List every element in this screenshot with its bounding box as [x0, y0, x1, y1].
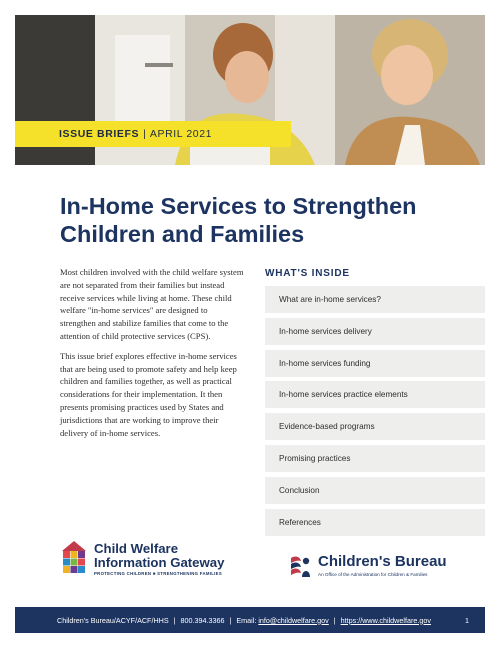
whats-inside-heading: WHAT'S INSIDE: [265, 268, 350, 279]
intro-text: [60, 266, 245, 446]
footer-bar: [15, 607, 485, 633]
banner-kind: ISSUE BRIEFS: [59, 128, 140, 140]
toc-item[interactable]: In-home services practice elements: [265, 381, 485, 408]
title-line-2: Children and Families: [60, 221, 305, 247]
toc-item[interactable]: Evidence-based programs: [265, 413, 485, 440]
toc-item[interactable]: In-home services funding: [265, 350, 485, 377]
cwig-name-line-2: Information Gateway: [94, 555, 225, 570]
cwig-name-line-1: Child Welfare: [94, 541, 179, 556]
childrens-bureau-emblem-icon: [288, 553, 314, 579]
intro-paragraph-1: Most children involved with the child welfare system are not separated from their families but instead receive services while living at home. These child welfare "in-home services" are designed to strengthen and stabilize families that come to the attention of child protective services (CPS).: [60, 267, 244, 341]
table-of-contents: [265, 286, 485, 540]
issue-brief-banner: [15, 121, 291, 147]
cwig-logo[interactable]: [60, 540, 235, 582]
intro-paragraph-2: This issue brief explores effective in-home services that are being used to promote safety and help keep children and families together, as well as practical considerations for their implementation. It then presents promising practices used by States and jurisdictions that are working to improve their delivery of in-home services.: [60, 350, 237, 438]
toc-item[interactable]: Conclusion: [265, 477, 485, 504]
banner-date: APRIL 2021: [149, 128, 213, 140]
toc-item[interactable]: What are in-home services?: [265, 286, 485, 313]
footer-email-link[interactable]: info@childwelfare.gov: [258, 615, 329, 625]
footer-url-link[interactable]: https://www.childwelfare.gov: [340, 615, 431, 625]
footer-separator: |: [333, 615, 336, 625]
page-title: [60, 192, 470, 248]
childrens-bureau-name: Children's Bureau: [318, 553, 447, 570]
title-line-1: In-Home Services to Strengthen: [60, 193, 417, 219]
cwig-tagline: PROTECTING CHILDREN ■ STRENGTHENING FAMILIES: [94, 571, 222, 576]
cwig-name: [94, 542, 224, 570]
footer-org: Children's Bureau/ACYF/ACF/HHS: [57, 615, 169, 625]
childrens-bureau-logo[interactable]: [288, 553, 448, 583]
house-blocks-icon: [60, 540, 88, 574]
footer-separator: |: [229, 615, 232, 625]
toc-item[interactable]: Promising practices: [265, 445, 485, 472]
childrens-bureau-subtitle: An Office of the Administration for Children & Families: [318, 572, 428, 577]
page-number: 1: [465, 616, 469, 625]
toc-item[interactable]: In-home services delivery: [265, 318, 485, 345]
toc-item[interactable]: References: [265, 509, 485, 536]
footer-email-label: Email:: [236, 615, 257, 625]
footer-separator: |: [173, 615, 176, 625]
footer-phone: 800.394.3366: [180, 615, 225, 625]
banner-separator: |: [143, 128, 146, 140]
